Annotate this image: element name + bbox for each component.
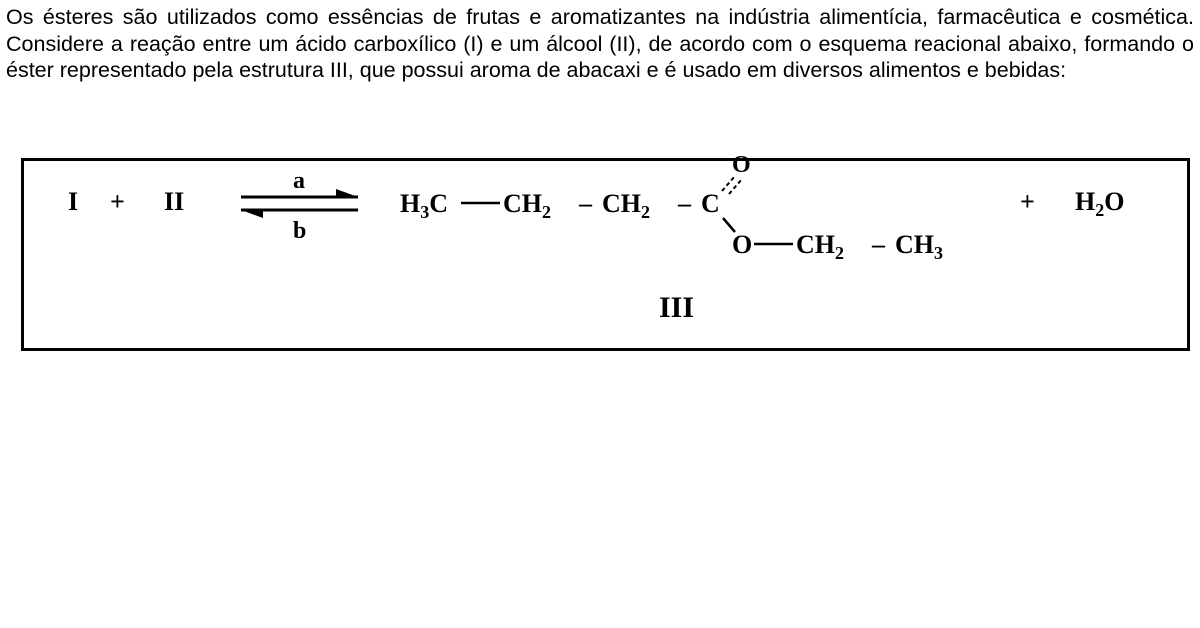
plus-sign-2: + xyxy=(1020,187,1035,216)
bond-5: – xyxy=(872,230,885,259)
bond-3: – xyxy=(678,189,691,218)
reverse-arrowhead xyxy=(241,210,263,218)
product-label-iii: III xyxy=(659,291,695,324)
ch2-group-2: $CH_2$ xyxy=(602,189,650,222)
bond-2: – xyxy=(579,189,592,218)
forward-arrow-label: a xyxy=(293,168,305,194)
question-text xyxy=(6,4,1194,84)
ch2-group-3: $CH_2$ xyxy=(796,230,844,263)
carbonyl-carbon: C xyxy=(701,189,720,218)
double-bond-line-1 xyxy=(722,176,735,191)
ch2-group-1: $CH_2$ xyxy=(503,189,551,222)
reaction-scheme xyxy=(18,155,1187,348)
h3c-group: $H_3C$ xyxy=(400,189,449,222)
double-bond xyxy=(722,176,742,194)
reverse-arrow-label: b xyxy=(293,218,307,244)
reactant-i: I xyxy=(68,187,79,216)
double-bond-line-2 xyxy=(729,179,742,194)
reactant-ii: II xyxy=(164,187,185,216)
ch3-group: $CH_3$ xyxy=(895,230,943,263)
question-paragraph: Os ésteres são utilizados como essências de frutas e aromatizantes na indústria alimentícia, farmacêutica e cosmética. Considere a reação entre um ácido carboxílico (I) e um álcool (II), de acordo com o esquema reacional abaixo, formando o éster representado pela estrutura III, que possui aroma de abacaxi e é usado em diversos alimentos e bebidas: xyxy=(6,5,1194,82)
plus-sign-1: + xyxy=(110,187,125,216)
ether-oxygen: O xyxy=(732,230,753,259)
water: $H_2O$ xyxy=(1075,187,1125,220)
carbonyl-oxygen: O xyxy=(732,155,751,178)
